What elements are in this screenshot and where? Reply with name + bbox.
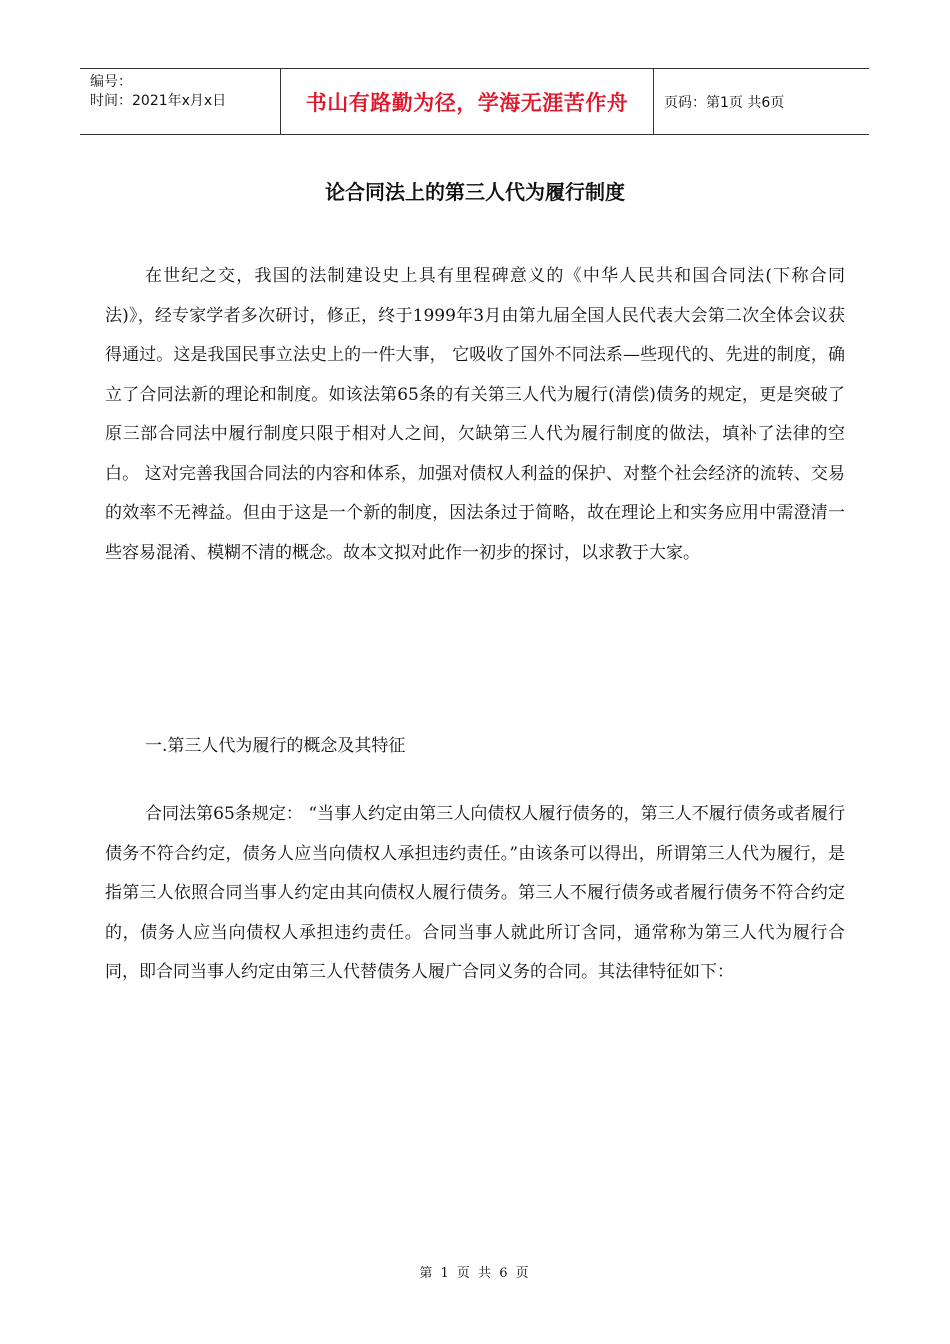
paragraph-text: 合同法第65条规定： “当事人约定由第三人向债权人履行债务的，第三人不履行债务或者履行债务不符合约定，债务人应当向债权人承担违约责任。”由该条可以得出，所谓第三人代为履行，是指第三人依照合同当事人约定由其向债权人履行债务。第三人不履行债务或者履行债务不符合约定的，债务人应当向债权人承担违约责任。合同当事人就此所订含同，通常称为第三人代为履行合同，即合同当事人约定由第三人代替债务人履广合同义务的合同。其法律特征如下： — [105, 804, 845, 982]
paragraph-text: 在世纪之交，我国的法制建设史上具有里程碑意义的《中华人民共和国合同法(下称合同法)》，经专家学者多次研讨，修正，终于1999年3月由第九届全国人民代表大会第二次全体会议获得通过。这是我国民事立法史上的一件大事， 它吸收了国外不同法系—些现代的、先进的制度，确立了合同法新的理论和制度。如该法第65条的有关第三人代为履行(清偿)债务的规定，更是突破了原三部合同法中履行制度只限于相对人之间，欠缺第三人代为履行制度的做法，填补了法律的空白。 这对完善我国合同法的内容和体系，加强对债权人利益的保护、对整个社会经济的流转、交易的效率不无裨益。但由于这是一个新的制度，因法条过于简略，故在理论上和实务应用中需澄清一些容易混淆、模糊不清的概念。故本文拟对此作一初步的探讨，以求教于大家。 — [105, 266, 845, 563]
paragraph-article-65 — [105, 795, 845, 993]
document-date-label: 时间：2021年x月x日 — [90, 93, 227, 109]
header-motto: 书山有路勤为径，学海无涯苦作舟 — [281, 69, 654, 134]
header-meta-cell — [80, 69, 281, 134]
header-table — [80, 68, 869, 135]
document-title: 论合同法上的第三人代为履行制度 — [325, 180, 625, 204]
section-heading — [105, 727, 845, 767]
paragraph-intro — [105, 257, 845, 573]
page-footer: 第 1 页 共 6 页 — [419, 1266, 531, 1281]
header-page-label: 页码：第1页 共6页 — [664, 94, 785, 111]
document-number-label: 编号： — [90, 74, 132, 90]
section-heading-text: 一.第三人代为履行的概念及其特征 — [145, 736, 406, 756]
